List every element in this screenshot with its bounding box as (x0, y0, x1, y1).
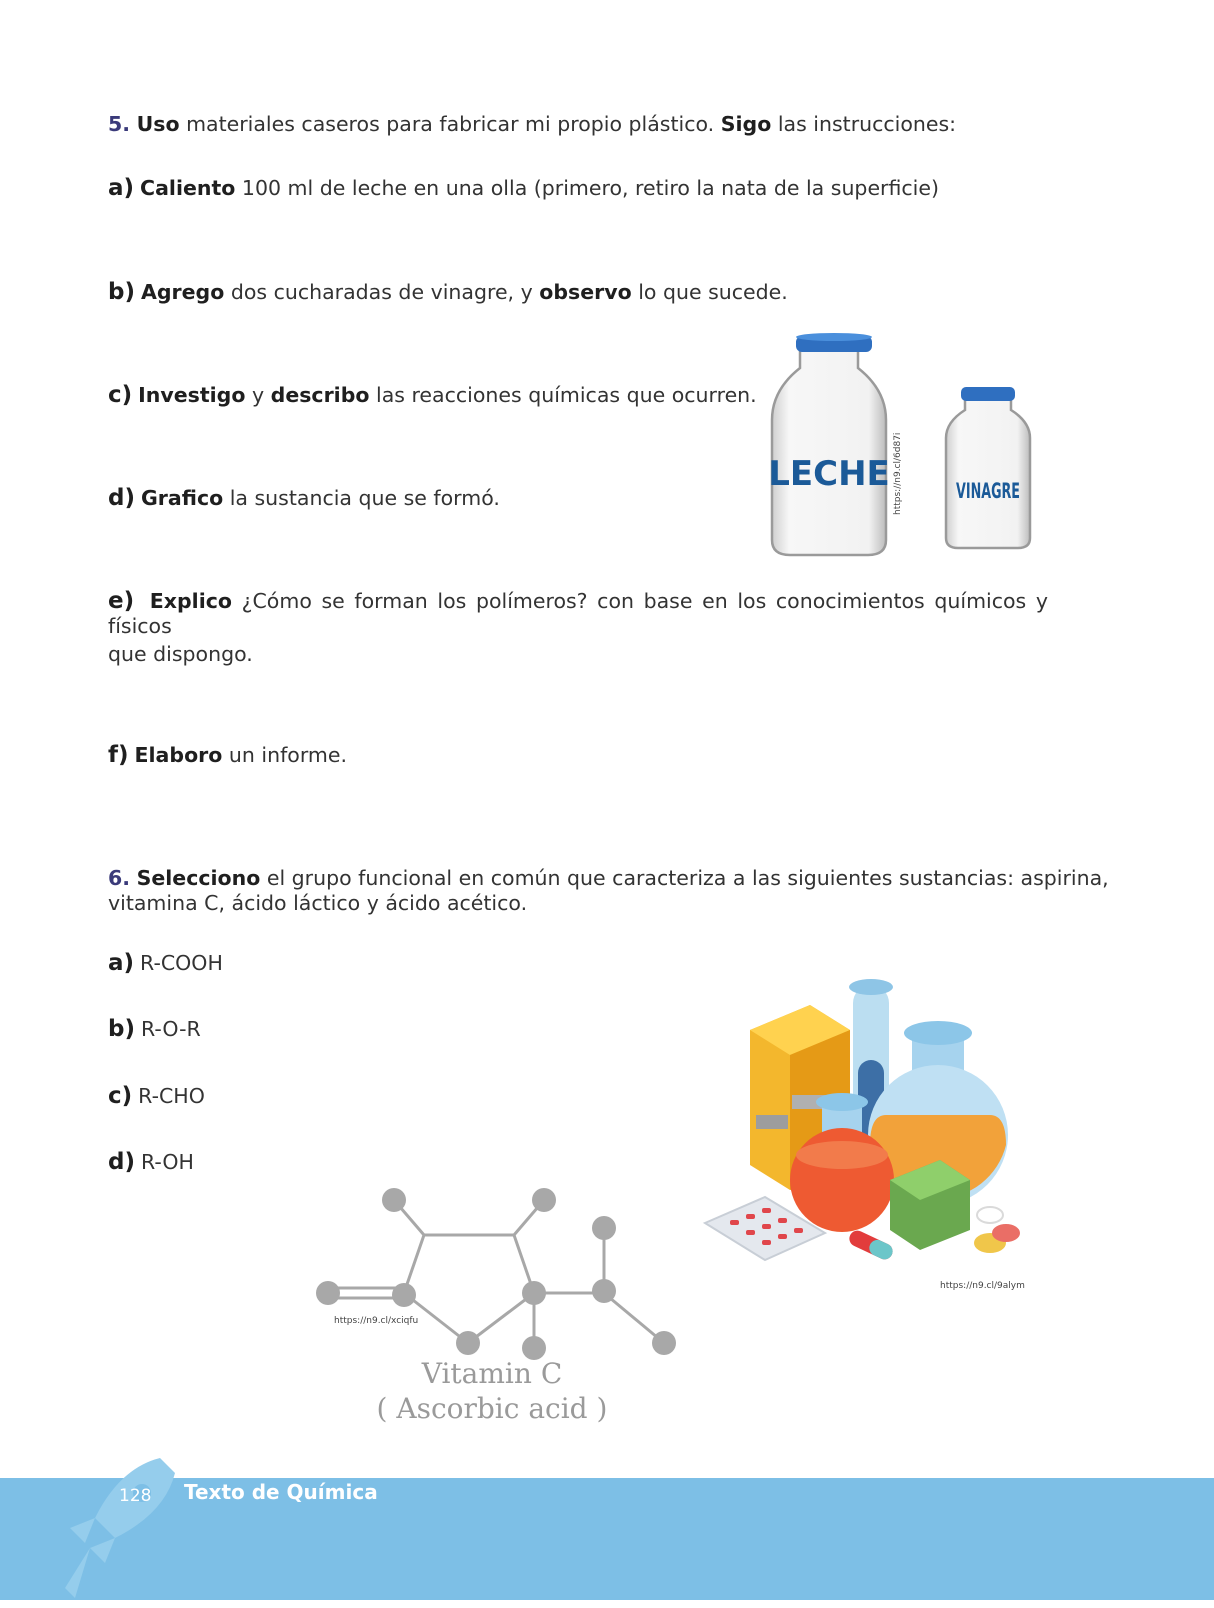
option-label: d) (108, 1149, 135, 1175)
item-verb-2: observo (539, 280, 632, 304)
milk-bottle (768, 333, 890, 555)
lab-flasks-pills-image (700, 975, 1040, 1310)
item-label: b) (108, 279, 135, 305)
item-label: c) (108, 382, 133, 408)
q6-text-line1: el grupo funcional en común que caracteriza a las siguientes sustancias: aspirina, (266, 866, 1109, 890)
q6-verb: Selecciono (136, 866, 261, 890)
option-label: b) (108, 1016, 135, 1042)
item-text: la sustancia que se formó. (229, 486, 500, 510)
item-text: 100 ml de leche en una olla (primero, retiro la nata de la superficie) (241, 176, 939, 200)
item-verb: Explico (149, 589, 232, 613)
q6-option-b (108, 1016, 201, 1042)
molecule-title: Vitamin C (421, 1357, 563, 1390)
q5-item-e-cont: que dispongo. (108, 642, 253, 666)
q6-option-a (108, 950, 223, 976)
bottles-url: https://n9.cl/6d87i (893, 432, 903, 515)
item-text: ¿Cómo se forman los polímeros? con base en los conocimientos químicos y físicos (108, 589, 1048, 638)
q5-text2: las instrucciones: (777, 112, 957, 136)
book-title: Texto de Química (184, 1480, 378, 1504)
page-number: 128 (119, 1486, 152, 1506)
q5-item-c (108, 382, 757, 408)
item-verb: Investigo (138, 383, 246, 407)
option-text: R-O-R (140, 1017, 201, 1041)
item-text: dos cucharadas de vinagre, y (230, 280, 533, 304)
page-footer (0, 1478, 1214, 1600)
q6-text-line2: vitamina C, ácido láctico y ácido acético. (108, 891, 528, 915)
q6-option-d (108, 1149, 194, 1175)
q5-heading (108, 112, 956, 136)
item-text: y (251, 383, 265, 407)
item-verb: Grafico (140, 486, 224, 510)
vitamin-c-molecule (300, 1180, 700, 1440)
item-text-2: las reacciones químicas que ocurren. (376, 383, 757, 407)
q5-item-e (108, 588, 1048, 638)
q6-option-c (108, 1083, 205, 1109)
q5-text1: materiales caseros para fabricar mi propio plástico. (186, 112, 715, 136)
molecule-url: https://n9.cl/xciqfu (334, 1316, 419, 1326)
q5-item-a (108, 175, 939, 201)
molecule-subtitle: ( Ascorbic acid ) (376, 1392, 608, 1425)
milk-vinegar-bottles-image (760, 330, 1050, 565)
vinegar-bottle (946, 387, 1030, 548)
item-label: f) (108, 742, 129, 768)
item-verb: Elaboro (134, 743, 223, 767)
q5-item-d (108, 485, 500, 511)
q5-number: 5. (108, 112, 131, 136)
q5-verb2: Sigo (720, 112, 772, 136)
q5-item-f (108, 742, 347, 768)
option-text: R-OH (140, 1150, 194, 1174)
rocket-icon (50, 1448, 190, 1608)
item-text: un informe. (228, 743, 348, 767)
item-verb-2: describo (270, 383, 370, 407)
q5-verb1: Uso (136, 112, 180, 136)
option-text: R-COOH (140, 951, 223, 975)
item-verb: Caliento (140, 176, 236, 200)
option-label: c) (108, 1083, 133, 1109)
q6-number: 6. (108, 866, 131, 890)
q5-item-b (108, 279, 788, 305)
item-verb: Agrego (140, 280, 225, 304)
lab-image-url: https://n9.cl/9alym (940, 1281, 1025, 1291)
option-text: R-CHO (138, 1084, 205, 1108)
q6-heading (108, 866, 1109, 890)
item-label: e) (108, 588, 135, 614)
item-text-2: lo que sucede. (638, 280, 788, 304)
item-label: a) (108, 175, 135, 201)
option-label: a) (108, 950, 135, 976)
item-label: d) (108, 485, 135, 511)
vinagre-label: VINAGRE (956, 479, 1020, 503)
leche-label: LECHE (768, 454, 890, 494)
